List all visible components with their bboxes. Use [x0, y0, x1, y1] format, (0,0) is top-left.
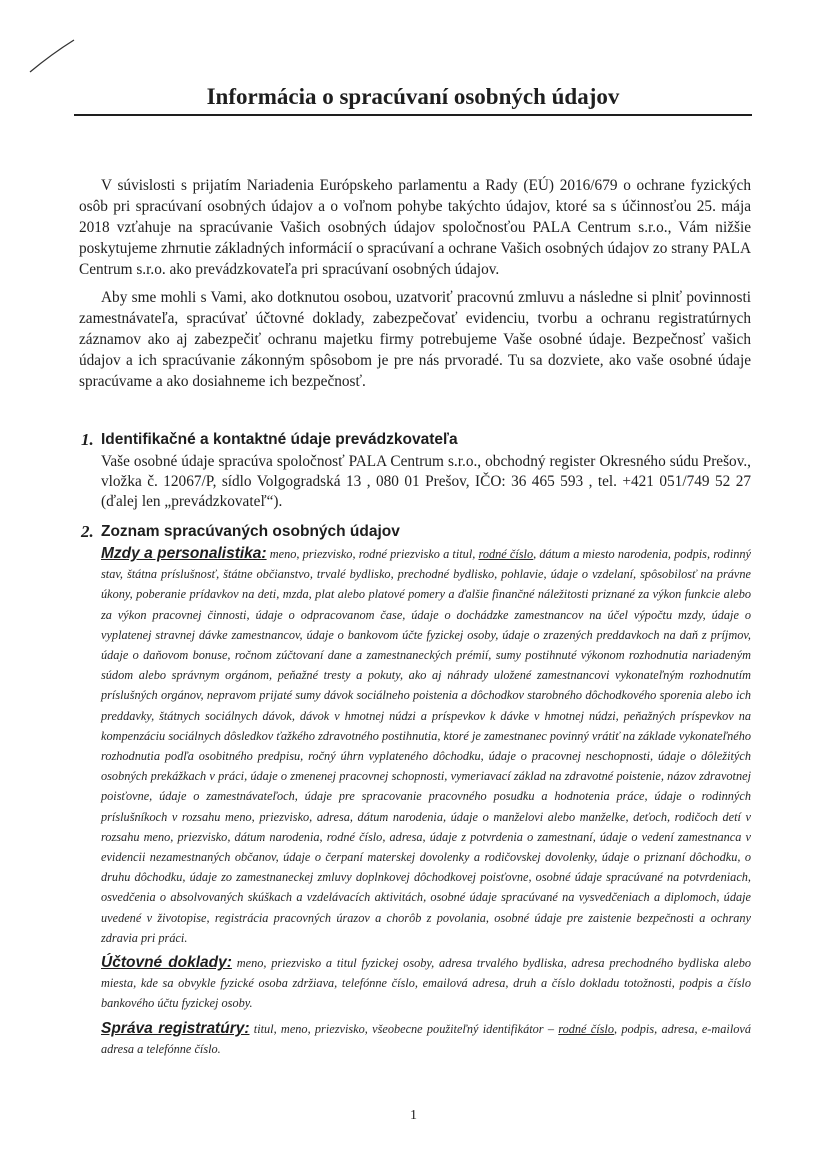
section-number: 2. [81, 522, 94, 541]
section-heading [81, 430, 751, 450]
intro-text [79, 175, 751, 392]
category-label: Mzdy a personalistika: [101, 545, 267, 562]
pen-stroke-mark [28, 38, 78, 74]
section-processed-data [81, 522, 751, 1059]
document-title: Informácia o spracúvaní osobných údajov [206, 84, 620, 109]
category-text: , podpis, adresa, e-mailová adresa a telefónne číslo. [101, 1021, 751, 1056]
section-controller-identity [81, 430, 751, 512]
category-text-underlined: rodné číslo [558, 1021, 614, 1036]
category-payroll [101, 544, 751, 948]
section-title: Zoznam spracúvaných osobných údajov [101, 523, 400, 540]
category-accounting [101, 953, 751, 1014]
section-text: Vaše osobné údaje spracúva spoločnosť PALA Centrum s.r.o., obchodný register Okresného súdu Prešov., vložka č. 12067/P, sídlo Volgogradská 13 , 080 01 Prešov, IČO: 36 465 593 , tel. +421 051/749 52 27 (ďalej len „prevádzkovateľ“). [101, 453, 751, 510]
category-text: , dátum a miesto narodenia, podpis, rodinný stav, štátna príslušnosť, štátne občianstvo, trvalé bydlisko, prechodné bydlisko, pohlavie, údaje o vzdelaní, spôsobilosť na právne úkony, poberanie prídavkov na deti, mzda, plat alebo platové pomery a ďalšie finančné náležitosti priznané za výkon funkcie alebo za výkon pracovnej činnosti, údaje o odpracovanom čase, údaje o dochádzke zamestnancov na účel výpočtu mzdy, údaje o vyplatenej stravnej dávke zamestnancov, údaje o bankovom účte fyzickej osoby, údaje o zrazených preddavkoch na daň z príjmov, údaje o daňovom bonuse, ročnom zúčtovaní dane a zamestnaneckých prémií, sumy postihnuté výkonom rozhodnutia nariadeným súdom alebo správnym orgánom, peňažné tresty a pokuty, ako aj náhrady uložené zamestnancovi vykonateľným rozhodnutím príslušných orgánov, nepravom prijaté sumy dávok sociálneho poistenia a dôchodkov starobného dôchodkového sporenia alebo ich preddavky, štátnych sociálnych dávok, dávok v hmotnej núdzi a príspevkov k dávke v hmotnej núdzi, peňažných príspevkov na kompenzáciu sociálnych dôsledkov ťažkého zdravotného postihnutia, ktoré je zamestnanec povinný vrátiť na základe vykonateľného rozhodnutia podľa osobitného predpisu, ročný úhrn vyplateného dôchodku, údaje o pracovnej neschopnosti, údaje o dôležitých osobných prekážkach v práci, údaje o zmenenej pracovnej schopnosti, vymeriavací základ na zdravotné poistenie, názov zdravotnej poisťovne, údaje o zamestnávateľoch, údaje pre spracovanie pracovného posudku a hodnotenia práce, údaje o rodinných príslušníkoch v rozsahu meno, priezvisko, adresa, dátum narodenia, údaje o manželovi alebo manželke, deťoch, rodičoch detí v rozsahu meno, priezvisko, dátum narodenia, rodné číslo, adresa, údaje z potvrdenia o zamestnaní, údaje o vedení zamestnanca v evidencii nezamestnaných občanov, údaje o čerpaní materskej dovolenky a rodičovskej dovolenky, údaje o priznaní dôchodku, o druhu dôchodku, údaje zo zamestnaneckej zmluvy doplnkovej dôchodkovej poisťovne, osobné údaje spracúvané na potvrdeniach, osvedčenia o absolvovaných skúškach a vzdelávacích aktivitách, osobné údaje spracúvané na vysvedčeniach a diplomoch, údaje uvedené v životopise, registrácia pracovných úrazov a chorôb z povolania, osobné údaje pre zaistenie bezpečnosti a ochrany zdravia pri práci. [101, 547, 751, 945]
category-label: Účtovné doklady: [101, 954, 232, 972]
section-title: Identifikačné a kontaktné údaje prevádzkovateľa [101, 431, 458, 448]
category-text: titul, meno, priezvisko, všeobecne použiteľný identifikátor – [249, 1021, 559, 1036]
category-label: Správa registratúry: [101, 1019, 250, 1037]
category-text-underlined: rodné číslo [478, 547, 534, 561]
category-text: meno, priezvisko a titul fyzickej osoby, adresa trvalého bydliska, adresa prechodného bydliska alebo miesta, kde sa obvykle fyzické osoba zdržiava, telefónne číslo, emailová adresa, druh a číslo dokladu totožnosti, podpis a číslo bankového účtu fyzickej osoby. [101, 956, 751, 1011]
section-number: 1. [81, 430, 94, 449]
intro-paragraph: V súvislosti s prijatím Nariadenia Európskeho parlamentu a Rady (EÚ) 2016/679 o ochrane fyzických osôb pri spracúvaní osobných údajov a o voľnom pohybe takýchto údajov, ktoré sa s účinnosťou 25. mája 2018 vzťahuje na spracúvanie Vašich osobných údajov spoločnosťou PALA Centrum s.r.o., Vám nižšie poskytujeme zhrnutie základných informácií o spracúvaní a ochrane Vašich osobných údajov zo strany PALA Centrum s.r.o. ako prevádzkovateľa pri spracúvaní osobných údajov. [79, 177, 751, 278]
page-number: 1 [410, 1108, 417, 1123]
title-underline [74, 114, 752, 116]
section-heading [81, 522, 751, 542]
category-registry [101, 1019, 751, 1059]
category-text: meno, priezvisko, rodné priezvisko a titul, [266, 547, 479, 561]
intro-paragraph: Aby sme mohli s Vami, ako dotknutou osobou, uzatvoriť pracovnú zmluvu a následne si plniť povinnosti zamestnávateľa, spracúvať účtovné doklady, zabezpečovať evidenciu, tvorbu a ochranu registratúrnych záznamov ako aj zabezpečiť ochranu majetku firmy potrebujeme Vaše osobné údaje. Bezpečnosť vašich údajov a ich spracúvanie zákonným spôsobom je pre nás prvoradé. Tu sa dozviete, ako vaše osobné údaje spracúvame a ako dosiahneme ich bezpečnosť. [79, 289, 751, 390]
